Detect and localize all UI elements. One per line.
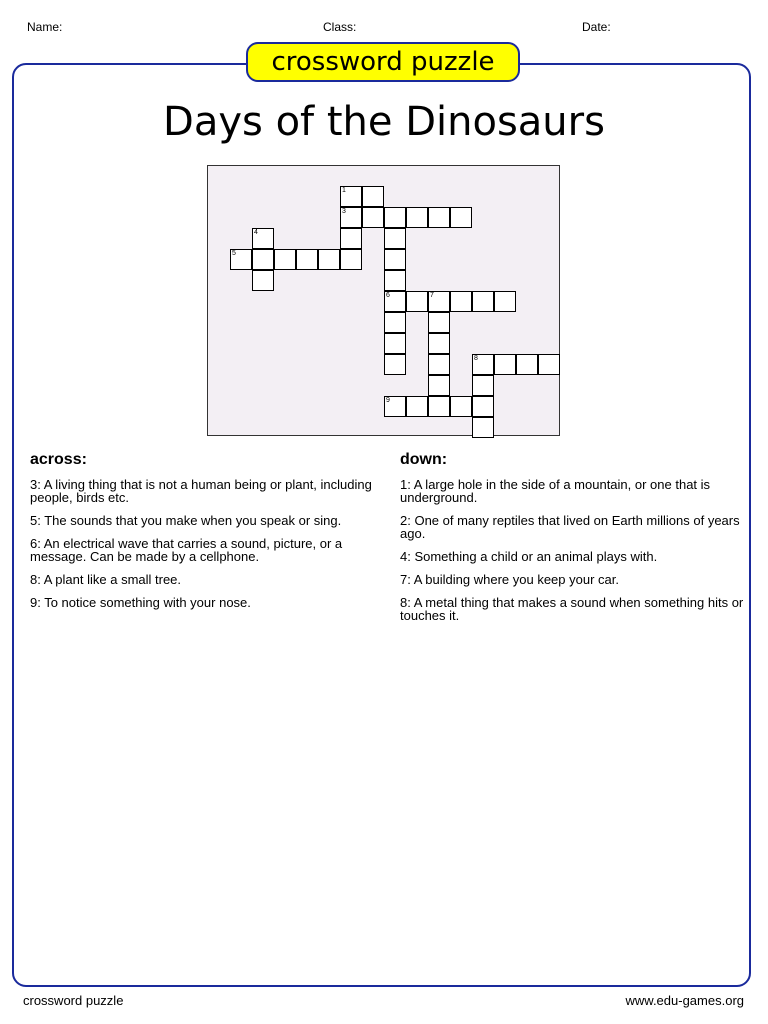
cell-number: 4: [254, 229, 258, 236]
crossword-cell[interactable]: [252, 270, 274, 291]
crossword-cell[interactable]: [340, 249, 362, 270]
across-clue: 6: An electrical wave that carries a sound, picture, or a message. Can be made by a cellphone.: [30, 536, 343, 564]
crossword-cell[interactable]: [318, 249, 340, 270]
cell-number: 7: [430, 292, 434, 299]
across-clue: 3: A living thing that is not a human being or plant, including people, birds etc.: [30, 477, 372, 505]
down-clue: 4: Something a child or an animal plays with.: [400, 549, 658, 564]
crossword-cell[interactable]: [384, 312, 406, 333]
crossword-cell[interactable]: [384, 354, 406, 375]
crossword-cell[interactable]: [362, 207, 384, 228]
crossword-cell[interactable]: [494, 291, 516, 312]
crossword-cell[interactable]: [472, 396, 494, 417]
crossword-cell[interactable]: [362, 186, 384, 207]
crossword-cell[interactable]: [428, 312, 450, 333]
crossword-cell[interactable]: [406, 291, 428, 312]
down-heading: down:: [400, 451, 448, 468]
name-label: Name:: [27, 20, 63, 34]
across-heading: across:: [30, 451, 87, 468]
crossword-cell[interactable]: [252, 249, 274, 270]
banner: crossword puzzle: [246, 42, 520, 82]
down-clue: 8: A metal thing that makes a sound when something hits or touches it.: [400, 595, 744, 623]
crossword-cell[interactable]: [450, 207, 472, 228]
across-clue: 9: To notice something with your nose.: [30, 595, 251, 610]
crossword-cell[interactable]: [428, 354, 450, 375]
crossword-cell[interactable]: [406, 396, 428, 417]
across-clues: [30, 478, 380, 619]
crossword-cell[interactable]: [472, 354, 494, 375]
crossword-cell[interactable]: [472, 375, 494, 396]
cell-number: 6: [386, 292, 390, 299]
crossword-cell[interactable]: [384, 333, 406, 354]
cell-number: 5: [232, 250, 236, 257]
crossword-cell[interactable]: [340, 207, 362, 228]
crossword-cell[interactable]: [428, 291, 450, 312]
crossword-cell[interactable]: [340, 186, 362, 207]
crossword-cell[interactable]: [472, 291, 494, 312]
crossword-cell[interactable]: [384, 291, 406, 312]
crossword-cell[interactable]: [274, 249, 296, 270]
crossword-cell[interactable]: [428, 375, 450, 396]
cell-number: 1: [342, 187, 346, 194]
cell-number: 9: [386, 397, 390, 404]
crossword-cell[interactable]: [494, 354, 516, 375]
across-clue: 8: A plant like a small tree.: [30, 572, 182, 587]
crossword-cell[interactable]: [384, 249, 406, 270]
crossword-cell[interactable]: [252, 228, 274, 249]
across-clue: 5: The sounds that you make when you speak or sing.: [30, 513, 342, 528]
crossword-cell[interactable]: [296, 249, 318, 270]
footer-title: crossword puzzle: [23, 993, 124, 1008]
date-label: Date:: [582, 20, 611, 34]
crossword-cell[interactable]: [428, 396, 450, 417]
page-title: Days of the Dinosaurs: [163, 99, 605, 145]
crossword-cell[interactable]: [516, 354, 538, 375]
crossword-cell[interactable]: [230, 249, 252, 270]
crossword-cell[interactable]: [406, 207, 428, 228]
crossword-cell[interactable]: [384, 396, 406, 417]
down-clue: 1: A large hole in the side of a mountain, or one that is underground.: [400, 477, 711, 505]
crossword-cell[interactable]: [428, 333, 450, 354]
footer-website: www.edu-games.org: [625, 993, 744, 1008]
crossword-cell[interactable]: [450, 291, 472, 312]
crossword-grid: [207, 165, 560, 436]
class-label: Class:: [323, 20, 357, 34]
crossword-cell[interactable]: [384, 228, 406, 249]
crossword-cell[interactable]: [340, 228, 362, 249]
down-clues: [400, 478, 750, 632]
cell-number: 8: [474, 355, 478, 362]
cell-number: 3: [342, 208, 346, 215]
down-clue: 7: A building where you keep your car.: [400, 572, 619, 587]
down-clue: 2: One of many reptiles that lived on Earth millions of years ago.: [400, 513, 740, 541]
crossword-cell[interactable]: [450, 396, 472, 417]
crossword-cell[interactable]: [428, 207, 450, 228]
crossword-cell[interactable]: [384, 270, 406, 291]
crossword-cell[interactable]: [472, 417, 494, 438]
crossword-cell[interactable]: [538, 354, 560, 375]
crossword-cell[interactable]: [384, 207, 406, 228]
